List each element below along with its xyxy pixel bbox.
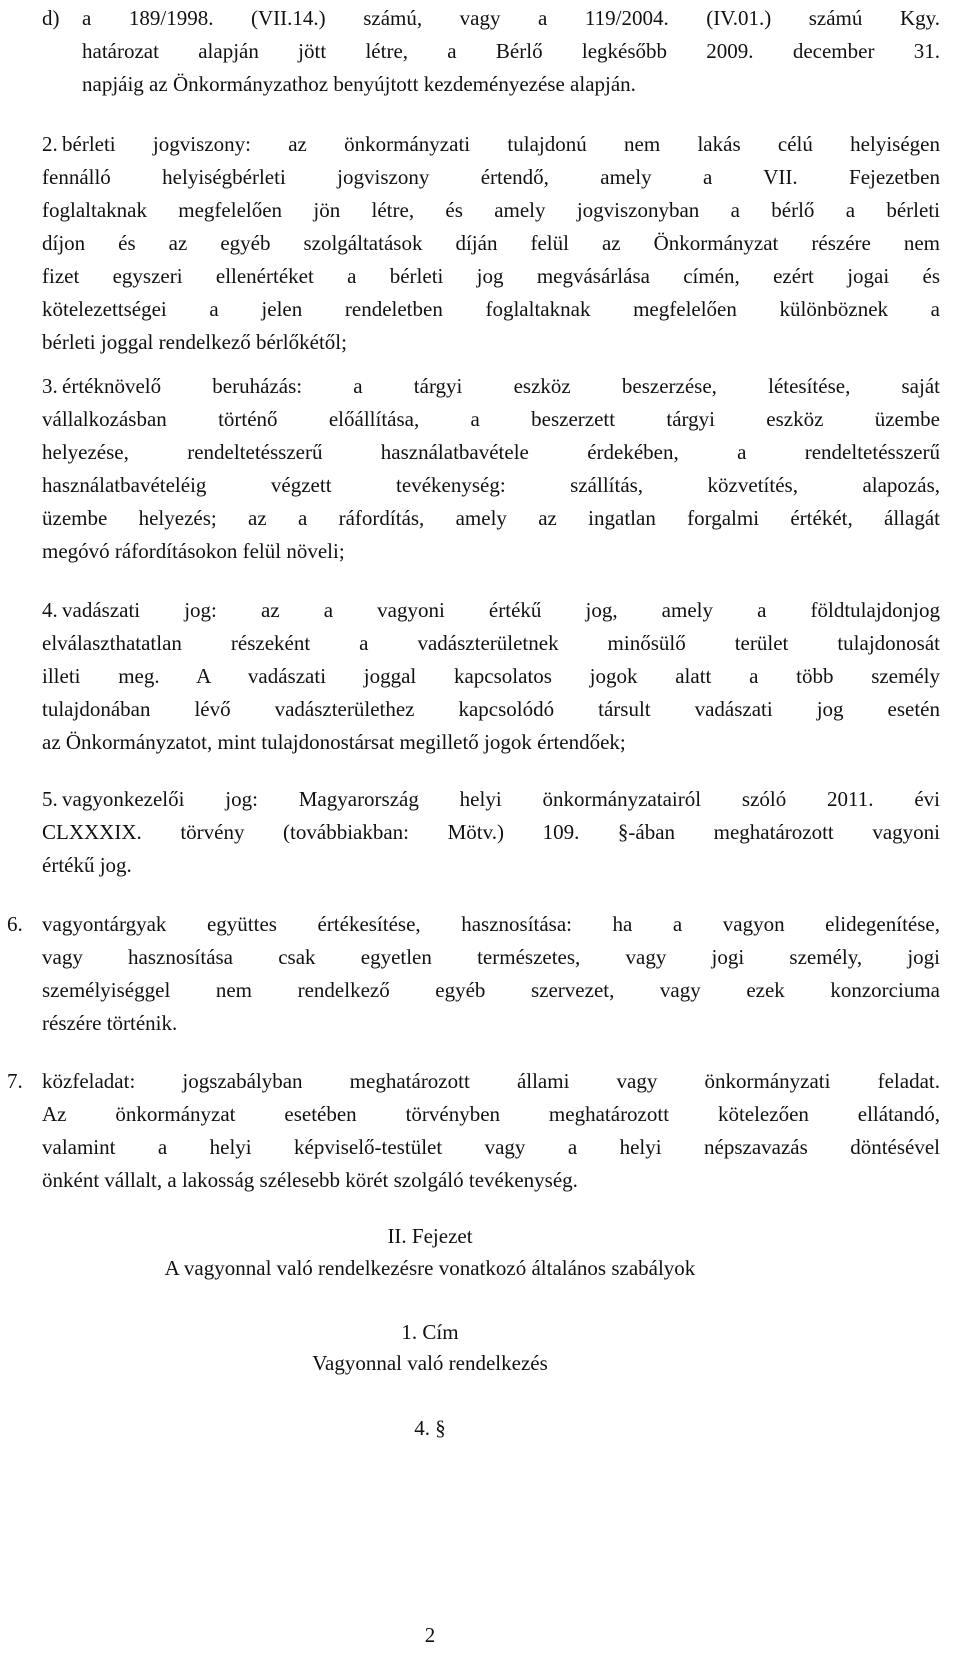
item-line: értékű jog.: [42, 853, 132, 877]
item-line: bérleti joggal rendelkező bérlőkétől;: [42, 330, 347, 354]
title-section-number: 1. Cím: [401, 1320, 459, 1344]
item-line: megóvó ráfordításokon felül növeli;: [42, 539, 345, 563]
list-marker: 5.: [42, 787, 58, 811]
item-line: elválaszthatatlan részeként a vadászterületnek minősülő terület tulajdonosát: [42, 631, 940, 655]
item-line: fizet egyszeri ellenértéket a bérleti jog megvásárlása címén, ezért jogai és: [42, 264, 940, 288]
item-line: kötelezettségei a jelen rendeletben foglaltaknak megfelelően különböznek a: [42, 297, 940, 321]
item-line: Az önkormányzat esetében törvényben meghatározott kötelezően ellátandó,: [42, 1102, 940, 1126]
item-line: fennálló helyiségbérleti jogviszony értendő, amely a VII. Fejezetben: [42, 165, 940, 189]
item-line: üzembe helyezés; az a ráfordítás, amely az ingatlan forgalmi értékét, állagát: [42, 506, 940, 530]
paragraph-sign: 4. §: [414, 1416, 446, 1440]
page-number: 2: [424, 1623, 436, 1647]
item-line: vagy hasznosítása csak egyetlen természetes, vagy jogi személy, jogi: [42, 945, 940, 969]
list-marker: 2.: [42, 132, 58, 156]
item-line: foglaltaknak megfelelően jön létre, és amely jogviszonyban a bérlő a bérleti: [42, 198, 940, 222]
list-item-6: [7, 908, 940, 1040]
list-marker: 6.: [7, 912, 23, 936]
item-line: valamint a helyi képviselő-testület vagy a helyi népszavazás döntésével: [42, 1135, 940, 1159]
chapter-title: A vagyonnal való rendelkezésre vonatkozó általános szabályok: [164, 1256, 696, 1280]
list-marker: 4.: [42, 598, 58, 622]
list-marker: 3.: [42, 374, 58, 398]
list-item-4: [42, 594, 940, 759]
item-line: önként vállalt, a lakosság szélesebb körét szolgáló tevékenység.: [42, 1168, 578, 1192]
item-line: használatbavételéig végzett tevékenység: szállítás, közvetítés, alapozás,: [42, 473, 940, 497]
item-line: részére történik.: [42, 1011, 178, 1035]
item-line: közfeladat: jogszabályban meghatározott állami vagy önkormányzati feladat.: [42, 1069, 940, 1093]
list-item-7: [7, 1065, 940, 1197]
item-line: vállalkozásban történő előállítása, a beszerzett tárgyi eszköz üzembe: [42, 407, 940, 431]
list-item-3: [42, 370, 940, 568]
item-line: illeti meg. A vadászati joggal kapcsolatos jogok alatt a több személy: [42, 664, 940, 688]
list-item-2: [42, 128, 940, 359]
item-line: CLXXXIX. törvény (továbbiakban: Mötv.) 109. §-ában meghatározott vagyoni: [42, 820, 940, 844]
item-line: helyezése, rendeltetésszerű használatbavétele érdekében, a rendeltetésszerű: [42, 440, 940, 464]
chapter-number: II. Fejezet: [387, 1224, 473, 1248]
list-marker: 7.: [7, 1069, 23, 1093]
item-line: a 189/1998. (VII.14.) számú, vagy a 119/2004. (IV.01.) számú Kgy.: [82, 6, 940, 30]
item-line: az Önkormányzatot, mint tulajdonostársat megillető jogok értendőek;: [42, 730, 626, 754]
item-line: napjáig az Önkormányzathoz benyújtott kezdeményezése alapján.: [82, 72, 636, 96]
item-line: díjon és az egyéb szolgáltatások díján felül az Önkormányzat részére nem: [42, 231, 940, 255]
item-line: személyiséggel nem rendelkező egyéb szervezet, vagy ezek konzorciuma: [42, 978, 940, 1002]
title-section-title: Vagyonnal való rendelkezés: [312, 1351, 548, 1375]
list-item-d: [42, 2, 940, 101]
item-line: bérleti jogviszony: az önkormányzati tulajdonú nem lakás célú helyiségen: [62, 132, 940, 156]
item-line: vadászati jog: az a vagyoni értékű jog, amely a földtulajdonjog: [62, 598, 940, 622]
item-line: határozat alapján jött létre, a Bérlő legkésőbb 2009. december 31.: [82, 39, 940, 63]
list-item-5: [42, 783, 940, 882]
item-line: értéknövelő beruházás: a tárgyi eszköz beszerzése, létesítése, saját: [62, 374, 940, 398]
list-marker: d): [42, 6, 60, 30]
item-line: vagyontárgyak együttes értékesítése, hasznosítása: ha a vagyon elidegenítése,: [42, 912, 940, 936]
item-line: tulajdonában lévő vadászterülethez kapcsolódó társult vadászati jog esetén: [42, 697, 940, 721]
item-line: vagyonkezelői jog: Magyarország helyi önkormányzatairól szóló 2011. évi: [62, 787, 940, 811]
